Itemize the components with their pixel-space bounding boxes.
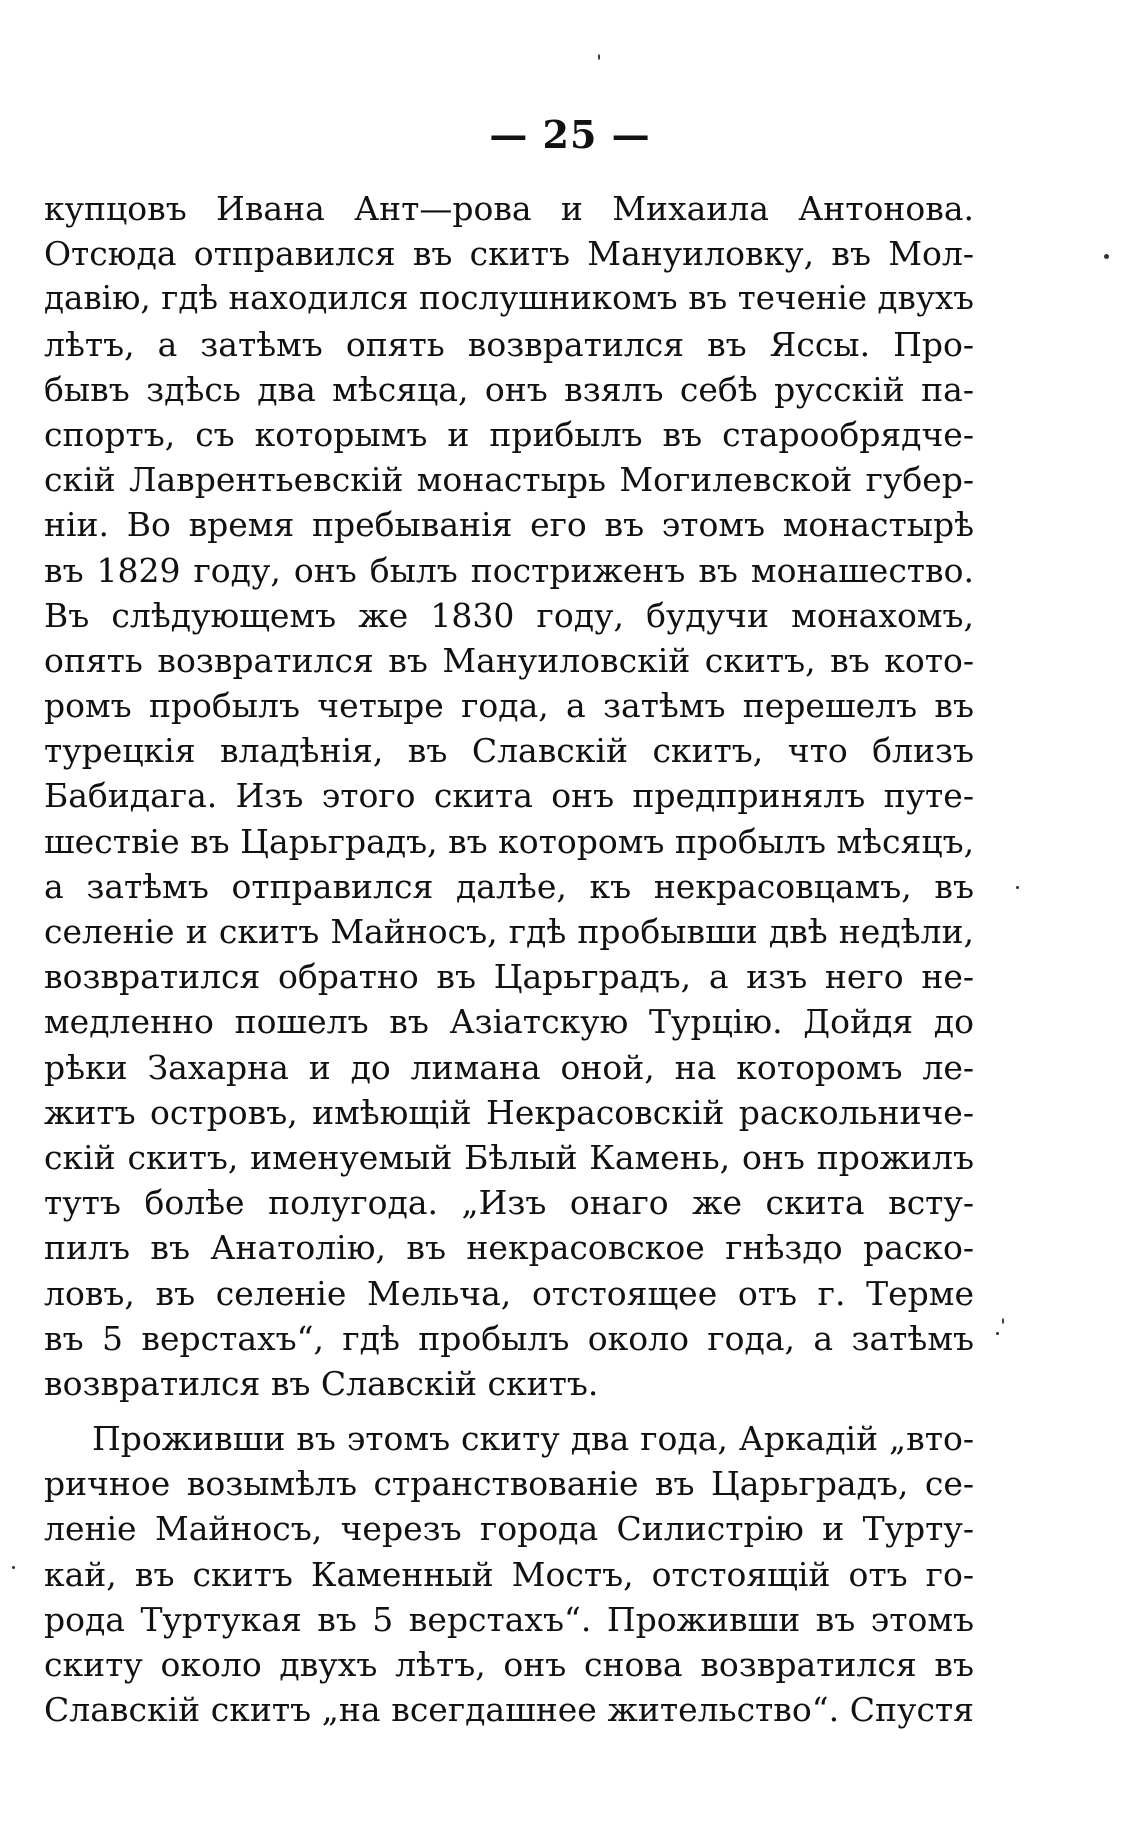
scan-speck [1104, 254, 1109, 259]
text-line: Въ слѣдующемъ же 1830 году, будучи монахомъ, [44, 595, 974, 635]
text-line: пилъ въ Анатолію, въ некрасовское гнѣздо раско- [44, 1228, 974, 1268]
text-line: въ 5 верстахъ“, гдѣ пробылъ около года, а затѣмъ [44, 1318, 974, 1358]
text-line: житъ островъ, имѣющій Некрасовскій раскольниче- [44, 1092, 974, 1132]
body-text [44, 186, 974, 1732]
text-line: скій Лаврентьевскій монастырь Могилевской губер- [44, 460, 974, 500]
text-line: скій скитъ, именуемый Бѣлый Камень, онъ прожилъ [44, 1137, 974, 1177]
text-line: ніи. Во время пребыванія его въ этомъ монастырѣ [44, 505, 974, 545]
text-line: а затѣмъ отправился далѣе, къ некрасовцамъ, въ [44, 866, 974, 906]
text-line: купцовъ Ивана Ант—рова и Михаила Антонова. [44, 189, 974, 228]
text-line: кай, въ скитъ Каменный Мостъ, отстоящій отъ го- [44, 1554, 974, 1594]
text-line: медленно пошелъ въ Азіатскую Турцію. Дойдя до [44, 1002, 974, 1042]
text-line: рода Туртукая въ 5 верстахъ“. Проживши въ этомъ [44, 1599, 974, 1639]
text-line: спортъ, съ которымъ и прибылъ въ старообрядче- [44, 414, 974, 454]
text-line: леніе Майносъ, черезъ города Силистрію и Турту- [44, 1509, 974, 1549]
text-line: селеніе и скитъ Майносъ, гдѣ пробывши двѣ недѣли, [44, 912, 974, 951]
text-line: рѣки Захарна и до лимана оной, на которомъ ле- [44, 1047, 974, 1087]
paragraph [44, 1416, 974, 1732]
scan-speck [12, 1566, 15, 1569]
page-number: — 25 — [489, 112, 651, 157]
text-line: Отсюда отправился въ скитъ Мануиловку, въ Мол- [44, 234, 974, 274]
text-line: ричное возымѣлъ странствованіе въ Царьградъ, се- [44, 1464, 974, 1504]
text-line: бывъ здѣсь два мѣсяца, онъ взялъ себѣ русскій па- [44, 369, 974, 409]
paragraph [44, 186, 974, 1406]
text-line: возвратился въ Славскій скитъ. [44, 1363, 599, 1403]
text-line: въ 1829 году, онъ былъ постриженъ въ монашество. [44, 550, 974, 590]
text-line: ромъ пробылъ четыре года, а затѣмъ перешелъ въ [44, 686, 974, 726]
text-line: Проживши въ этомъ скиту два года, Аркадій „вто- [92, 1419, 974, 1459]
text-line: Бабидага. Изъ этого скита онъ предпринялъ путе- [44, 776, 974, 816]
text-line: опять возвратился въ Мануиловскій скитъ, въ кото- [44, 640, 974, 680]
text-line: ловъ, въ селеніе Мельча, отстоящее отъ г. Терме [44, 1273, 974, 1313]
text-line: скиту около двухъ лѣтъ, онъ снова возвратился въ [44, 1645, 974, 1684]
text-line: возвратился обратно въ Царьградъ, а изъ него не- [44, 957, 974, 997]
scan-speck [1002, 1318, 1004, 1324]
scan-speck [1016, 886, 1019, 889]
text-line: шествіе въ Царьградъ, въ которомъ пробылъ мѣсяцъ, [44, 821, 975, 861]
scan-speck [598, 54, 600, 60]
text-line: Славскій скитъ „на всегдашнее жительство“. Спустя [44, 1690, 974, 1730]
text-line: турецкія владѣнія, въ Славскій скитъ, что близъ [44, 731, 974, 771]
text-line: тутъ болѣе полугода. „Изъ онаго же скита всту- [44, 1183, 974, 1223]
text-line: давію, гдѣ находился послушникомъ въ теченіе двухъ [44, 279, 974, 318]
text-line: лѣтъ, а затѣмъ опять возвратился въ Яссы. Про- [44, 324, 974, 364]
scan-speck [996, 1332, 999, 1335]
